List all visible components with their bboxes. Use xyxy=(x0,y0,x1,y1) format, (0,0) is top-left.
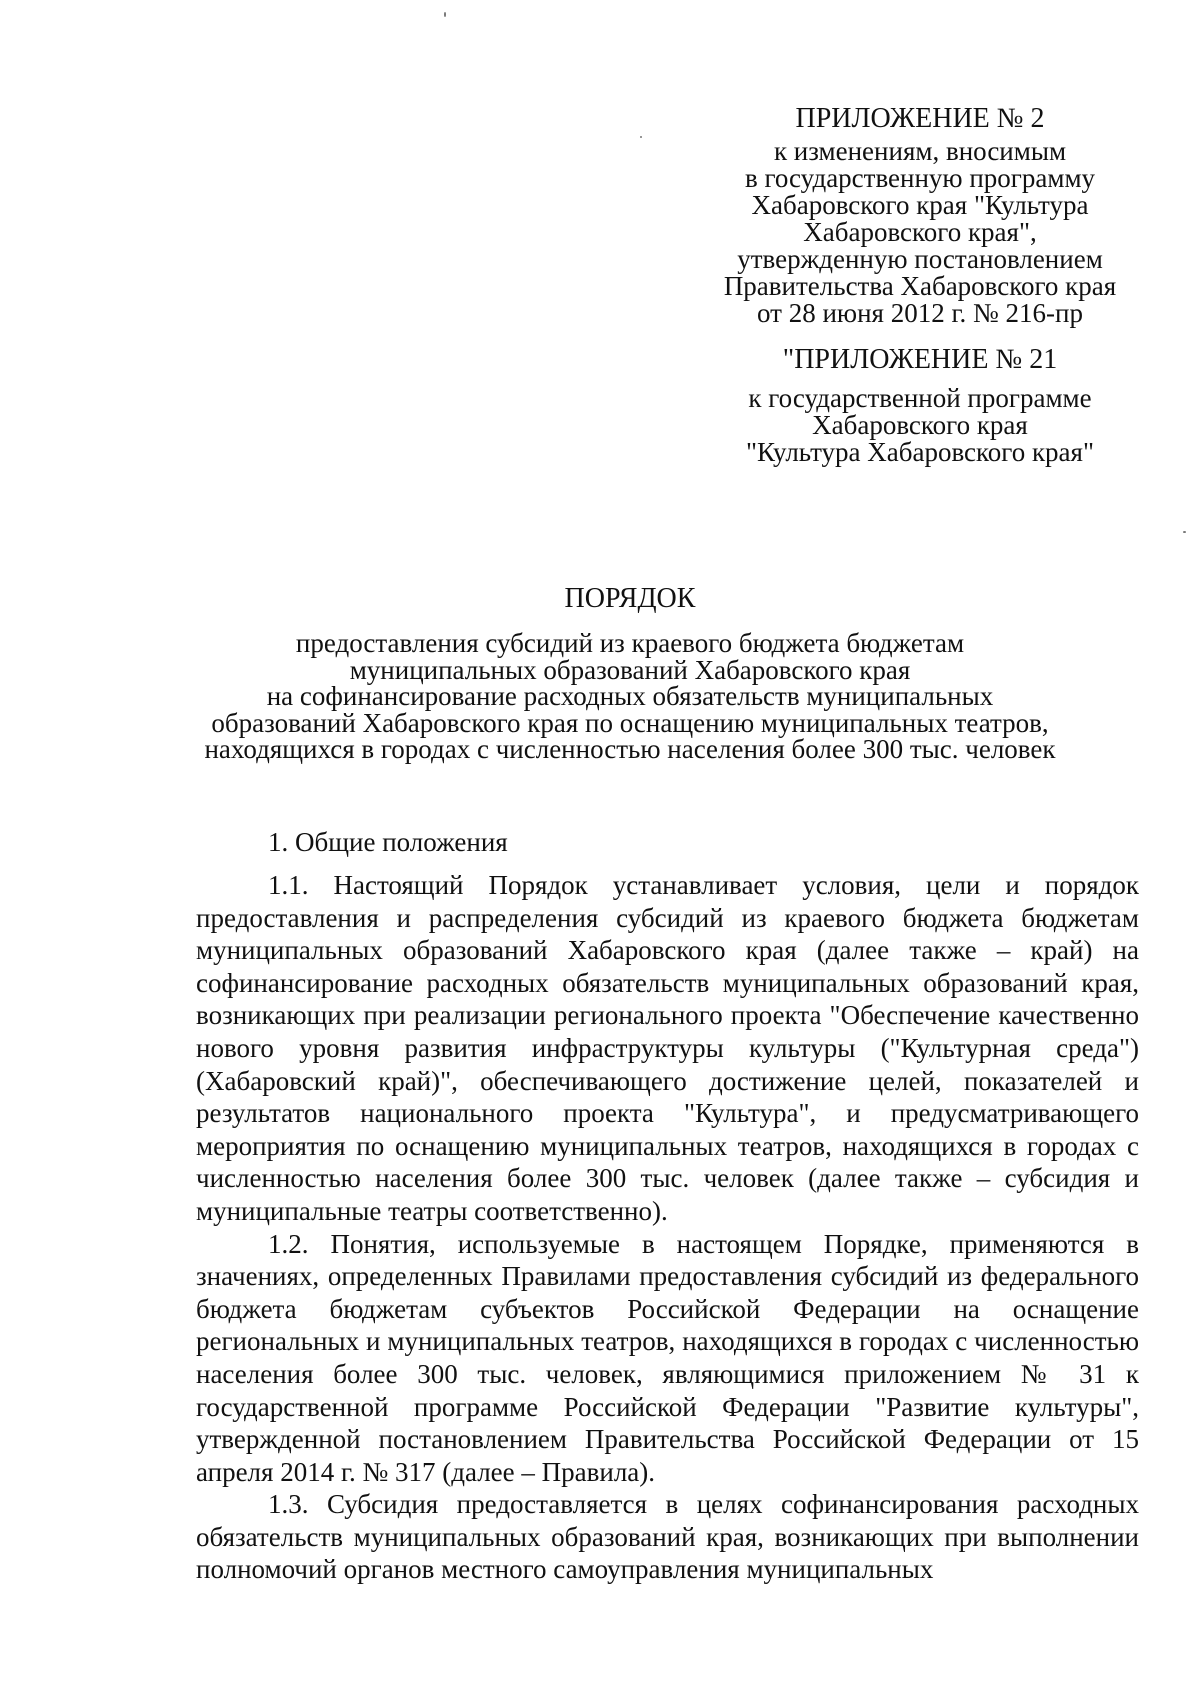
appendix-line: Правительства Хабаровского края xyxy=(723,271,1117,301)
appendix-line: Хабаровского края "Культура xyxy=(751,190,1089,220)
inner-appendix-line: Хабаровского края xyxy=(812,410,1028,440)
appendix-line: к изменениям, вносимым xyxy=(773,136,1067,166)
document-title: ПОРЯДОК xyxy=(564,583,696,614)
appendix-line: утвержденную постановлением xyxy=(737,244,1103,274)
paragraph: 1.1. Настоящий Порядок устанавливает условия, цели и порядок предоставления и распределения субсидий из краевого бюджета бюджетам муниципальных образований Хабаровского края (далее также – край) на софинансирование расходных обязательств муниципальных образований края, возникающих при реализации регионального проекта "Обеспечение качественно нового уровня развития инфраструктуры культуры ("Культурная среда") (Хабаровский край)", обеспечивающего достижение целей, показателей и результатов национального проекта "Культура", и предусматривающего мероприятия по оснащению муниципальных театров, находящихся в городах с численностью населения более 300 тыс. человек (далее также – субсидия и муниципальные театры соответственно). xyxy=(196,870,1139,1226)
inner-appendix-line: к государственной программе xyxy=(748,383,1092,413)
scan-speck xyxy=(640,136,642,138)
paragraph: 1.3. Субсидия предоставляется в целях софинансирования расходных обязательств муниципальных образований края, возникающих при выполнении полномочий органов местного самоуправления муниципальных xyxy=(196,1489,1139,1585)
scan-speck xyxy=(1183,531,1186,533)
document-subtitle xyxy=(180,630,1080,763)
subtitle-line: образований Хабаровского края по оснащению муниципальных театров, xyxy=(211,707,1049,738)
inner-appendix-title: "ПРИЛОЖЕНИЕ № 21 xyxy=(782,344,1058,375)
subtitle-line: предоставления субсидий из краевого бюджета бюджетам xyxy=(295,628,965,658)
scan-speck xyxy=(444,12,446,17)
appendix-block xyxy=(700,102,1140,466)
subtitle-line: муниципальных образований Хабаровского края xyxy=(349,654,911,685)
appendix-title: ПРИЛОЖЕНИЕ № 2 xyxy=(795,103,1045,134)
subtitle-line: находящихся в городах с численностью населения более 300 тыс. человек xyxy=(204,734,1056,764)
paragraph: 1.2. Понятия, используемые в настоящем Порядке, применяются в значениях, определенных Правилами предоставления субсидий из федерального бюджета бюджетам субъектов Российской Федерации на оснащение региональных и муниципальных театров, находящихся в городах с численностью населения более 300 тыс. человек, являющимися приложением № 31 к государственной программе Российской Федерации "Развитие культуры", утвержденной постановлением Правительства Российской Федерации от 15 апреля 2014 г. № 317 (далее – Правила). xyxy=(196,1228,1139,1487)
appendix-line: от 28 июня 2012 г. № 216-пр xyxy=(757,298,1083,328)
subtitle-line: на софинансирование расходных обязательств муниципальных xyxy=(266,681,994,711)
inner-appendix-line: "Культура Хабаровского края" xyxy=(746,437,1094,467)
body-text xyxy=(196,869,1139,1586)
section-heading: 1. Общие положения xyxy=(268,827,508,857)
appendix-line: Хабаровского края", xyxy=(803,217,1037,247)
appendix-line: в государственную программу xyxy=(744,163,1096,193)
